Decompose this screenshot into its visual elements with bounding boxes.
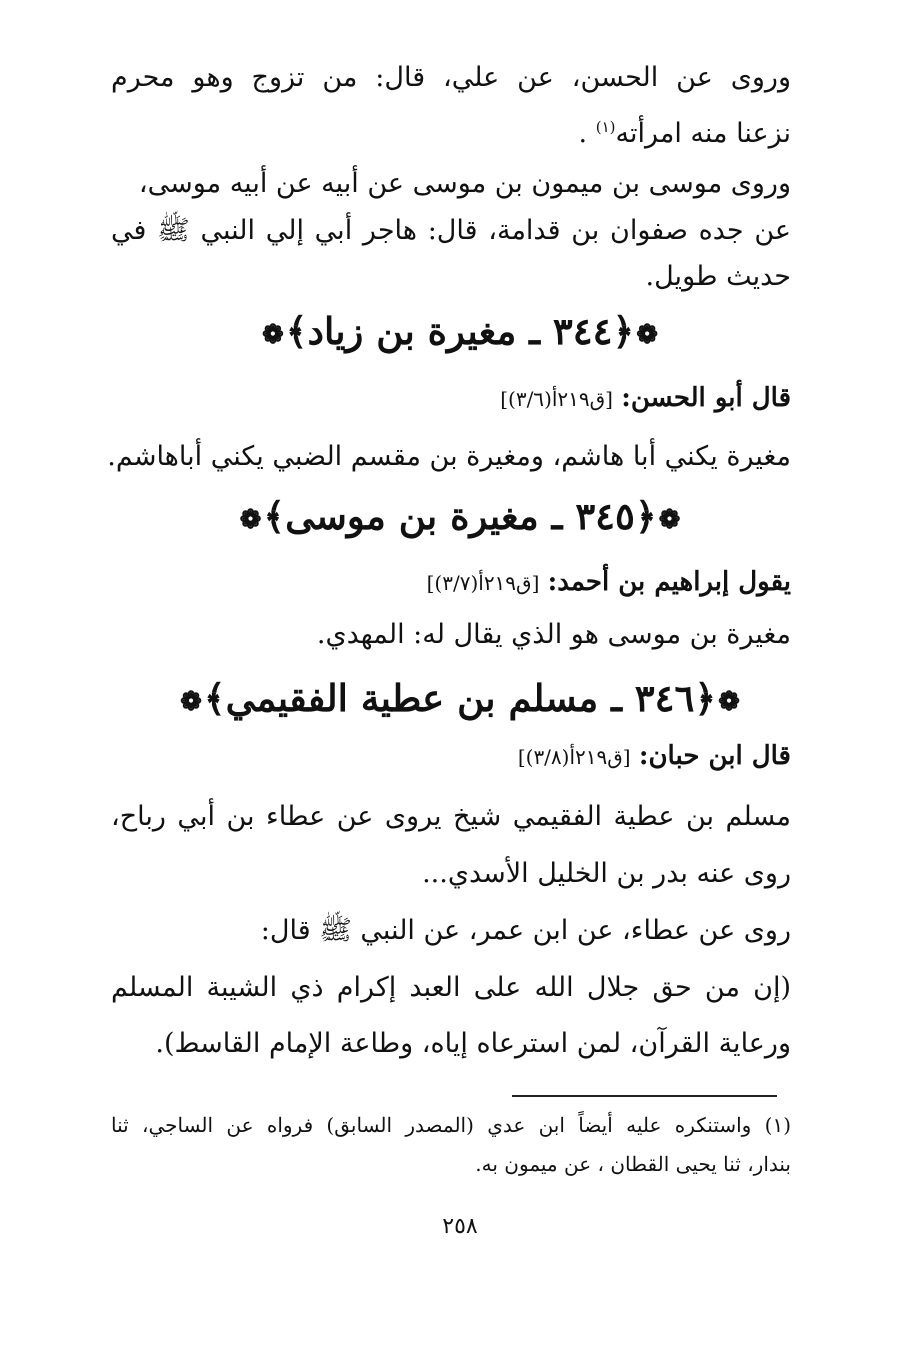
paragraph-line: مغيرة بن موسى هو الذي يقال له: المهدي.	[316, 619, 791, 650]
paragraph-line: حديث طويل.	[645, 261, 791, 292]
paragraph-text: .	[578, 118, 588, 149]
source-line	[111, 736, 791, 777]
manuscript-ref: [ق٢١٩أ(٣/٦)]	[500, 387, 613, 411]
paragraph-line: ورعاية القرآن، لمن استرعاه إياه، وطاعة الإمام القاسط).	[155, 1028, 791, 1059]
flourish-icon: ❁	[636, 319, 658, 350]
source-line	[111, 378, 791, 419]
heading-bracket: ﴾	[263, 494, 286, 538]
paragraph-line	[111, 107, 791, 154]
page-number: ٢٥٨	[442, 1214, 478, 1239]
entry-heading-345	[120, 490, 800, 546]
heading-title: ٣٤٤ ـ مغيرة بن زياد	[307, 309, 613, 353]
footnote-divider	[512, 1095, 777, 1097]
heading-title: ٣٤٥ ـ مغيرة بن موسى	[285, 494, 635, 538]
flourish-icon: ❁	[262, 319, 284, 350]
footnote-line: بندار، ثنا يحيى القطان ، عن ميمون به.	[475, 1152, 791, 1176]
flourish-icon: ❁	[658, 504, 681, 535]
flourish-icon: ❁	[239, 504, 262, 535]
paragraph-line: مسلم بن عطية الفقيمي شيخ يروى عن عطاء بن أبي رباح،	[111, 801, 791, 832]
heading-bracket: ﴾	[203, 676, 226, 720]
heading-bracket: ﴿	[694, 676, 717, 720]
heading-bracket: ﴿	[612, 309, 635, 353]
paragraph-line: (إن من حق جلال الله على العبد إكرام ذي الشيبة المسلم	[111, 972, 791, 1003]
flourish-icon: ❁	[718, 686, 740, 717]
manuscript-ref: [ق٢١٩أ(٣/٨)]	[517, 745, 631, 769]
paragraph-line: روى عن عطاء، عن ابن عمر، عن النبي ﷺ قال:	[260, 915, 791, 946]
paragraph-line: وروى موسى بن ميمون بن موسى عن أبيه عن أبيه موسى،	[138, 168, 791, 199]
source-speaker: يقول إبراهيم بن أحمد:	[547, 567, 791, 597]
entry-heading-346	[120, 672, 800, 728]
heading-bracket: ﴾	[285, 309, 308, 353]
paragraph-text: نزعنا منه امرأته	[615, 118, 791, 149]
source-line	[111, 562, 791, 603]
paragraph-line: روى عنه بدر بن الخليل الأسدي...	[422, 858, 791, 889]
source-speaker: قال ابن حبان:	[638, 741, 791, 771]
paragraph-line: مغيرة يكني أبا هاشم، ومغيرة بن مقسم الضبي يكني أباهاشم.	[107, 441, 791, 472]
footnote-line: (١) واستنكره عليه أيضاً ابن عدي (المصدر السابق) فرواه عن الساجي، ثنا	[111, 1113, 791, 1137]
source-speaker: قال أبو الحسن:	[621, 383, 791, 413]
manuscript-ref: [ق٢١٩أ(٣/٧)]	[426, 571, 540, 595]
entry-heading-344	[120, 305, 800, 361]
paragraph-line: وروى عن الحسن، عن علي، قال: من تزوج وهو محرم	[111, 62, 791, 93]
footnote-marker: (١)	[595, 118, 616, 136]
paragraph-line: عن جده صفوان بن قدامة، قال: هاجر أبي إلي النبي ﷺ في	[111, 215, 791, 246]
heading-bracket: ﴿	[634, 494, 657, 538]
flourish-icon: ❁	[180, 686, 202, 717]
heading-title: ٣٤٦ ـ مسلم بن عطية الفقيمي	[225, 676, 695, 720]
